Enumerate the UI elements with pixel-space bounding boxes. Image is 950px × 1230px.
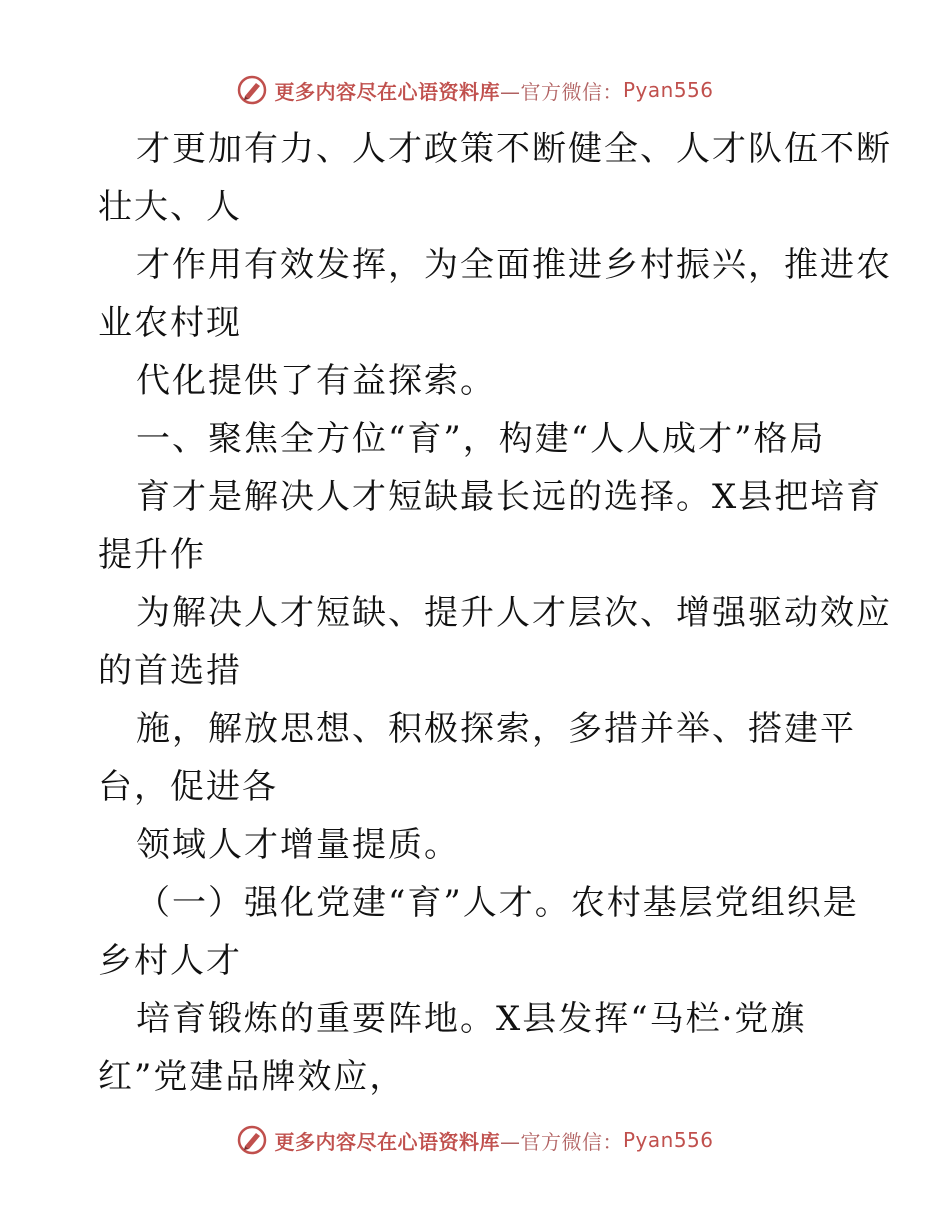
watermark-wechat-id: Pyan556 — [622, 1128, 714, 1152]
watermark-brand: 更多内容尽在心语资料库 — [274, 79, 500, 104]
text-line: 乡村人才 — [98, 941, 242, 981]
text-line: 才作用有效发挥，为全面推进乡村振兴，推进农 — [136, 245, 892, 285]
text-line: 才更加有力、人才政策不断健全、人才队伍不断 — [136, 129, 892, 169]
watermark-wechat-id: Pyan556 — [622, 78, 714, 102]
watermark-official-label: —官方微信： — [499, 79, 623, 104]
footer-watermark — [0, 1120, 950, 1160]
text-line: 壮大、人 — [98, 187, 242, 227]
text-line: 的首选措 — [98, 651, 242, 691]
text-line: 培育锻炼的重要阵地。X县发挥“马栏·党旗 — [136, 999, 807, 1039]
text-line: 业农村现 — [98, 303, 242, 343]
text-line: 代化提供了有益探索。 — [136, 361, 496, 401]
header-watermark — [0, 70, 950, 110]
text-line: （一）强化党建“育”人才。农村基层党组织是 — [136, 883, 859, 923]
text-line: 提升作 — [98, 535, 206, 575]
watermark-official-label: —官方微信： — [499, 1129, 623, 1154]
text-line: 台，促进各 — [98, 767, 278, 807]
text-line: 为解决人才短缺、提升人才层次、增强驱动效应 — [136, 593, 892, 633]
document-body — [98, 120, 892, 1106]
watermark-brand: 更多内容尽在心语资料库 — [274, 1129, 500, 1154]
text-line: 红”党建品牌效应， — [98, 1057, 406, 1097]
pen-logo-icon — [236, 1124, 268, 1156]
text-line: 领域人才增量提质。 — [136, 825, 460, 865]
text-line: 育才是解决人才短缺最长远的选择。X县把培育 — [136, 477, 883, 517]
pen-logo-icon — [236, 74, 268, 106]
text-line: 施，解放思想、积极探索，多措并举、搭建平 — [136, 709, 856, 749]
text-line: 一、聚焦全方位“育”，构建“人人成才”格局 — [136, 419, 826, 459]
